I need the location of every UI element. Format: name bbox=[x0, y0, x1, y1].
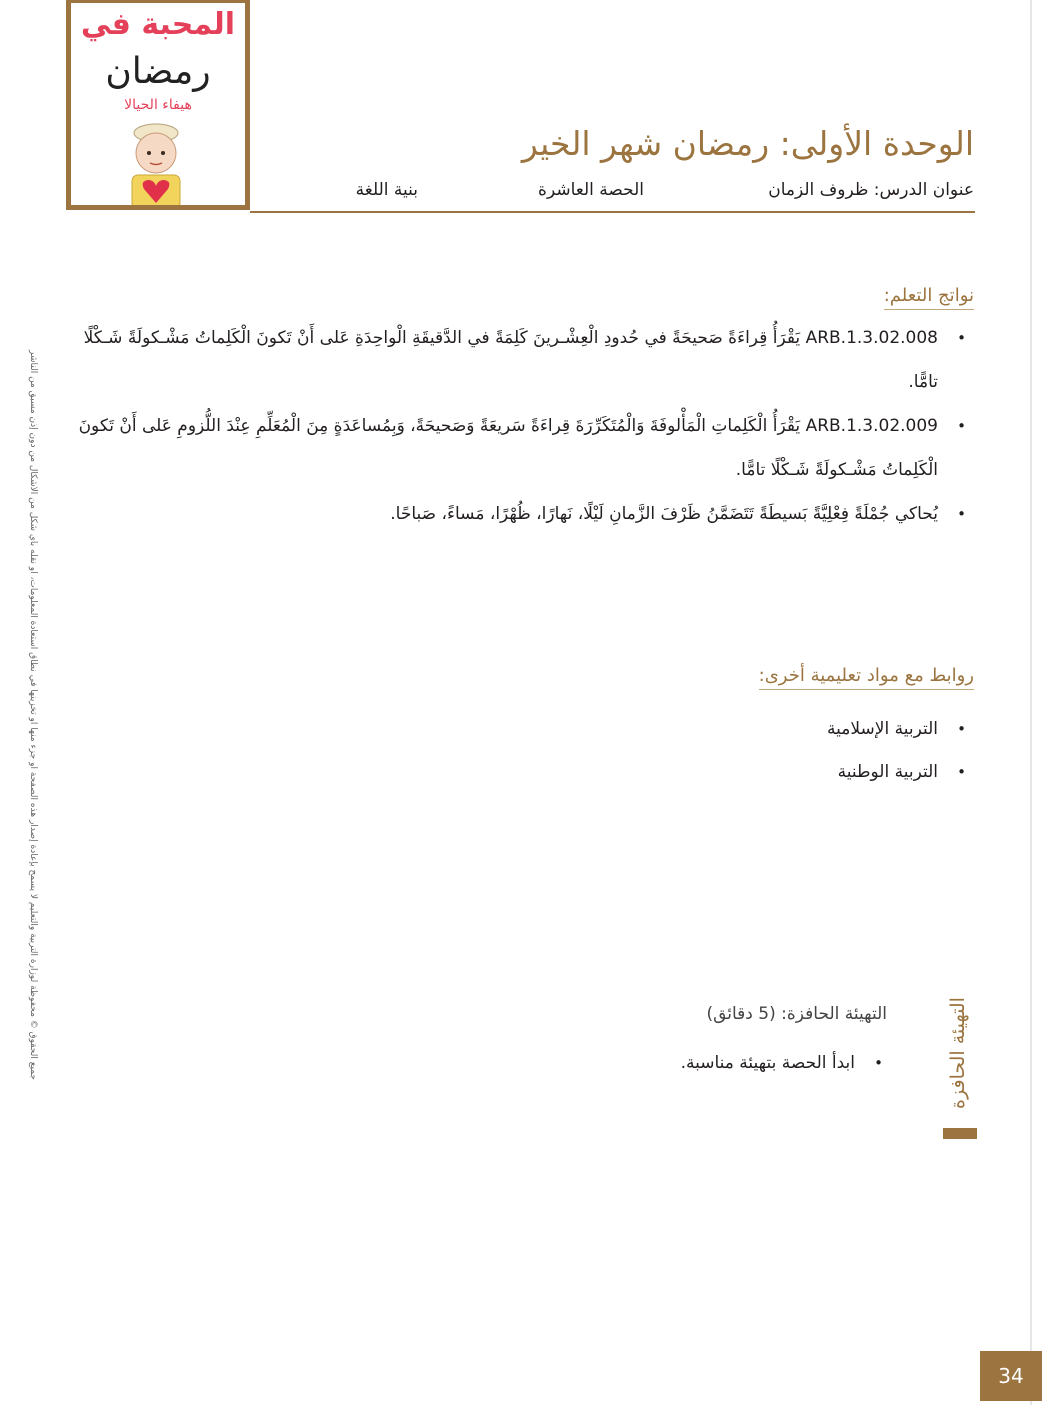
copyright-text: جميع الحقوق © محفوظة لوزارة التربية والتعليم لا يسمح بإعادة إصدار هذه الصفحة أو جزء منها أو تخزينها في نطاق استعادة المعلومات، أو نقله بأي شكل من الأشكال من دون إذن مسبق من الناشر bbox=[28, 350, 38, 1080]
warmup-accent-bar bbox=[943, 1128, 977, 1139]
page-edge-rule bbox=[1030, 0, 1032, 1405]
lesson-period: الحصة العاشرة bbox=[538, 180, 644, 200]
cover-title: المحبة في bbox=[80, 7, 236, 42]
outcome-item: • ARB.1.3.02.008 يَقْرَأُ قِراءَةً صَحيحَةً في حُدودِ الْعِشْـرينَ كَلِمَةً في الدَّقيقَةِ الْواحِدَةِ عَلى أَنْ تَكونَ الْكَلِماتُ مَشْـكولَةً شَـكْلًا تامًّا. bbox=[65, 316, 970, 404]
links-heading: روابط مع مواد تعليمية أخرى: bbox=[759, 665, 974, 690]
warmup-item: • ابدأ الحصة بتهيئة مناسبة. bbox=[681, 1048, 887, 1078]
cover-author: هيفاء الحيالا bbox=[124, 97, 192, 113]
book-cover-image bbox=[66, 0, 250, 210]
link-item: • التربية الإسلامية bbox=[827, 708, 970, 751]
links-list bbox=[827, 708, 970, 794]
copyright-side-note bbox=[26, 320, 38, 1110]
lesson-title: عنوان الدرس: ظروف الزمان bbox=[768, 180, 974, 200]
outcomes-list bbox=[65, 316, 970, 536]
lesson-info-bar bbox=[66, 180, 974, 208]
unit-title: الوحدة الأولى: رمضان شهر الخير bbox=[521, 124, 974, 163]
lesson-strand: بنية اللغة bbox=[355, 180, 418, 200]
outcome-item: • يُحاكي جُمْلَةً فِعْلِيَّةً بَسيطَةً تَتَضَمَّنُ ظَرْفَ الزَّمانِ لَيْلًا، نَهارًا، ظُهْرًا، مَساءً، صَباحًا. bbox=[65, 492, 970, 536]
cover-subtitle: رمضان bbox=[105, 51, 211, 92]
header-divider bbox=[250, 211, 975, 213]
link-item: • التربية الوطنية bbox=[827, 751, 970, 794]
outcomes-heading: نواتج التعلم: bbox=[884, 285, 974, 310]
warmup-side-tab bbox=[943, 995, 977, 1125]
warmup-tab-label: التهيئة الحافزة bbox=[947, 997, 969, 1109]
warmup-title: التهيئة الحافزة: (5 دقائق) bbox=[706, 1004, 887, 1024]
page-number: 34 bbox=[980, 1351, 1042, 1401]
warmup-list bbox=[681, 1048, 887, 1078]
outcome-item: • ARB.1.3.02.009 يَقْرَأُ الْكَلِماتِ الْمَأْلوفَةَ وَالْمُتَكَرِّرَةَ قِراءَةً سَريعَةً وَصَحيحَةً، وَبِمُساعَدَةٍ مِنَ الْمُعَلِّمِ عِنْدَ اللُّزومِ عَلى أَنْ تَكونَ الْكَلِماتُ مَشْـكولَةً شَـكْلًا تامًّا. bbox=[65, 404, 970, 492]
